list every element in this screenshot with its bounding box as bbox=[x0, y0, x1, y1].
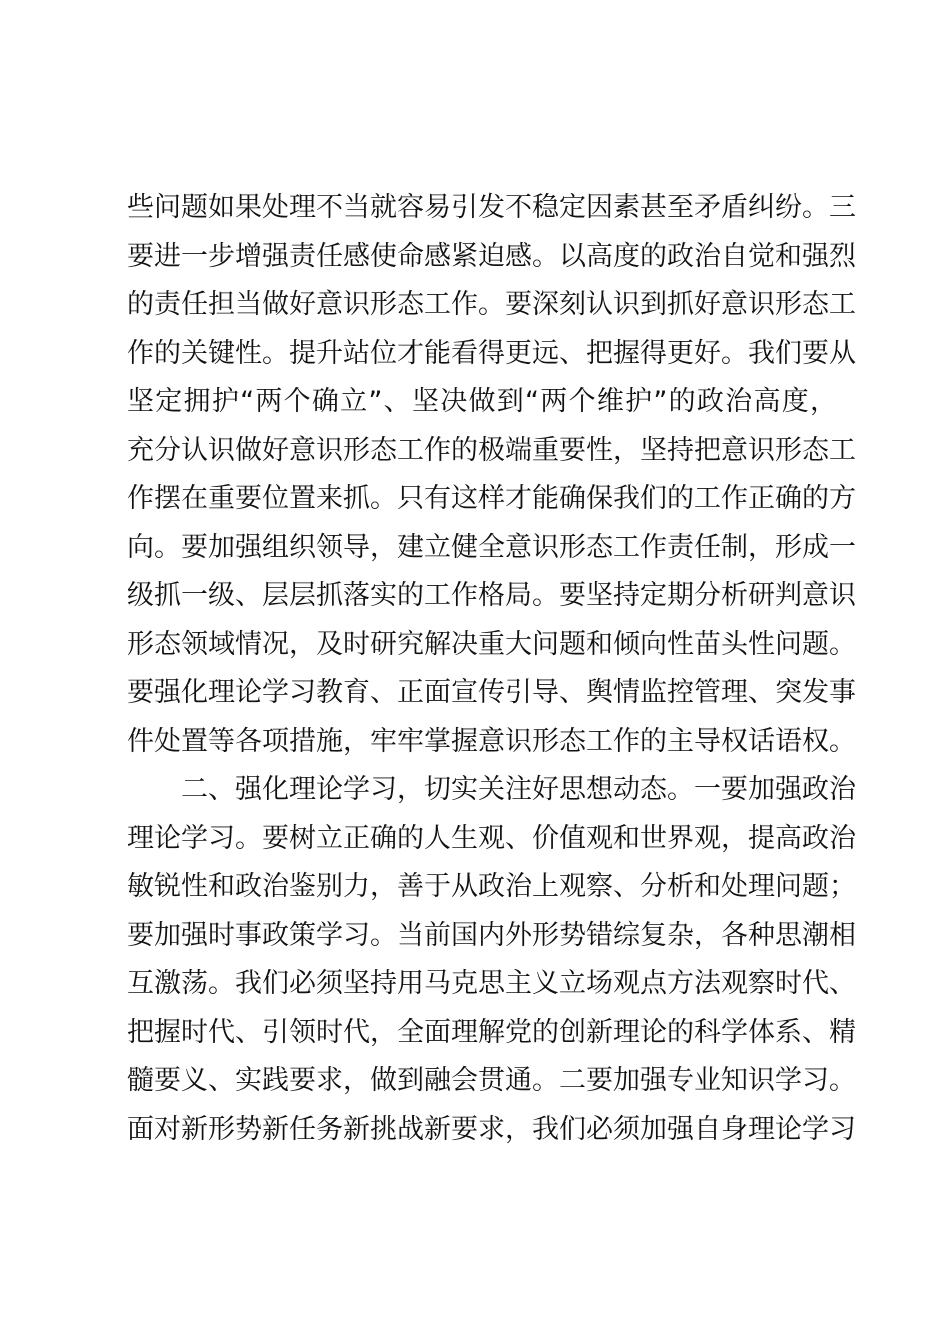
text-line-8: 向。要加强组织领导，建立健全意识形态工作责任制，形成一 bbox=[127, 531, 856, 563]
text-line-6: 充分认识做好意识形态工作的极端重要性，坚持把意识形态工 bbox=[127, 434, 856, 466]
text-line-1: 些问题如果处理不当就容易引发不稳定因素甚至矛盾纠纷。三 bbox=[127, 192, 856, 223]
text-line-20: 面对新形势新任务新挑战新要求，我们必须加强自身理论学习 bbox=[127, 1113, 856, 1145]
body-text bbox=[127, 184, 856, 1154]
text-line-2: 要进一步增强责任感使命感紧迫感。以高度的政治自觉和强烈 bbox=[127, 240, 856, 272]
text-line-4: 作的关键性。提升站位才能看得更远、把握得更好。我们要从 bbox=[127, 337, 856, 369]
text-line-15: 敏锐性和政治鉴别力，善于从政治上观察、分析和处理问题； bbox=[127, 871, 856, 902]
paragraph-heading-line: 二、强化理论学习，切实关注好思想动态。一要加强政治 bbox=[181, 774, 856, 805]
text-line-3: 的责任担当做好意识形态工作。要深刻认识到抓好意识形态工 bbox=[127, 289, 856, 320]
text-line-7: 作摆在重要位置来抓。只有这样才能确保我们的工作正确的方 bbox=[127, 483, 856, 514]
text-line-17: 互激荡。我们必须坚持用马克思主义立场观点方法观察时代、 bbox=[127, 968, 856, 999]
text-line-5: 坚定拥护“两个确立”、坚决做到“两个维护”的政治高度， bbox=[127, 386, 837, 417]
text-line-14: 理论学习。要树立正确的人生观、价值观和世界观，提高政治 bbox=[127, 822, 856, 854]
text-line-11: 要强化理论学习教育、正面宣传引导、舆情监控管理、突发事 bbox=[127, 677, 856, 708]
text-line-19: 髓要义、实践要求，做到融会贯通。二要加强专业知识学习。 bbox=[127, 1065, 856, 1096]
text-line-16: 要加强时事政策学习。当前国内外形势错综复杂，各种思潮相 bbox=[127, 919, 856, 951]
text-line-18: 把握时代、引领时代，全面理解党的创新理论的科学体系、精 bbox=[127, 1016, 856, 1048]
text-line-9: 级抓一级、层层抓落实的工作格局。要坚持定期分析研判意识 bbox=[127, 580, 856, 611]
text-line-12: 件处置等各项措施，牢牢掌握意识形态工作的主导权话语权。 bbox=[127, 725, 856, 757]
text-line-10: 形态领域情况，及时研究解决重大问题和倾向性苗头性问题。 bbox=[127, 628, 856, 660]
